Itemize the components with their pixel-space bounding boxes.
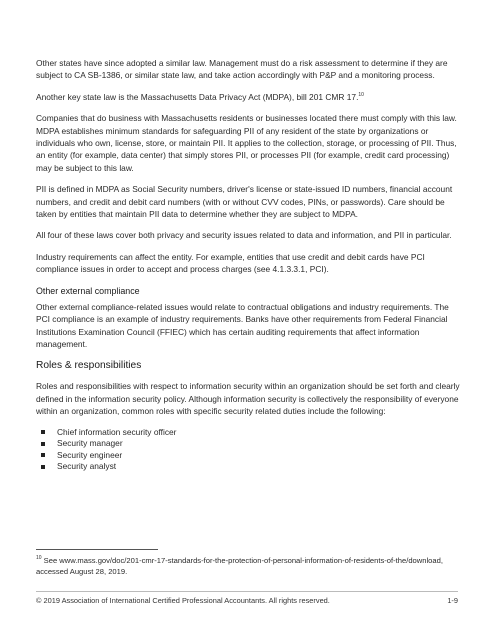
list-item-label: Security manager [57, 438, 123, 449]
subheading-other-external-compliance: Other external compliance [36, 285, 140, 296]
section-heading-roles: Roles & responsibilities [36, 360, 142, 372]
paragraph-external-compliance: Other external compliance-related issues would relate to contractual obligations and industry requirements. The PCI compliance is an example of industry requirements. Banks have other requirements from Federal Financial Institutions Examination Council (FFIEC) which has certain auditing requirements that affect information management. [36, 301, 449, 349]
page-number: 1-9 [447, 596, 458, 605]
bullet-icon [41, 465, 45, 469]
body-content [36, 57, 460, 473]
bullet-icon [41, 442, 45, 446]
footnote-number: 10 [36, 555, 42, 561]
footnote-text[interactable]: See www.mass.gov/doc/201-cmr-17-standards-for-the-protection-of-personal-information-of-residents-of-the/download, accessed August 28, 2019. [36, 556, 443, 577]
list-item [36, 427, 460, 439]
list-item [36, 438, 460, 450]
list-item [36, 461, 460, 473]
paragraph-state-laws: Other states have since adopted a similar law. Management must do a risk assessment to determine if they are subject to CA SB-1386, or similar state law, and take action accordingly with P&P and a monitoring process. [36, 58, 448, 81]
mdpa-intro-text: Another key state law is the Massachusetts Data Privacy Act (MDPA), bill 201 CMR 17. [36, 91, 359, 102]
paragraph-mdpa-intro [36, 91, 460, 103]
paragraph-industry-requirements: Industry requirements can affect the entity. For example, entities that use credit and debit cards have PCI compliance issues in order to accept and process charges (see 4.1.3.3.1, PCI). [36, 251, 425, 275]
roles-list [36, 427, 460, 473]
list-item [36, 450, 460, 462]
list-item-label: Chief information security officer [57, 426, 177, 437]
footnote-divider [36, 549, 158, 550]
footer-divider [36, 591, 458, 592]
footnote-reference[interactable]: 10 [358, 91, 364, 98]
list-item-label: Security engineer [57, 449, 123, 460]
list-item-label: Security analyst [57, 461, 117, 472]
paragraph-four-laws: All four of these laws cover both privacy and security issues related to data and information, and PII in particular. [36, 230, 452, 241]
footnote [36, 555, 456, 577]
paragraph-roles: Roles and responsibilities with respect to information security within an organization should be set forth and clearly defined in the information security policy. Although information security is collectively the responsibility of everyone within an organization, common roles with specific security related duties include the following: [36, 381, 460, 417]
footer-copyright: © 2019 Association of International Certified Professional Accountants. All rights reserved. [36, 596, 330, 605]
paragraph-pii-definition: PII is defined in MDPA as Social Security numbers, driver's license or state-issued ID numbers, financial account numbers, and credit and debit card numbers (with or without CVV codes, PINs, or passwords). Care should be taken by entities that maintain PII data to determine whether they are subject to MDPA. [36, 184, 453, 220]
bullet-icon [41, 430, 45, 434]
bullet-icon [41, 453, 45, 457]
paragraph-mdpa-compliance: Companies that do business with Massachusetts residents or businesses located there must comply with this law. MDPA establishes minimum standards for safeguarding PII of any resident of the state by organizations or individuals who own, license, store, or maintain PII. It applies to the collection, storage, or processing of PII. Thus, an entity (for example, data center) that simply stores PII, or processes PII (for example, credit card processing) may be subject to this law. [36, 113, 457, 173]
